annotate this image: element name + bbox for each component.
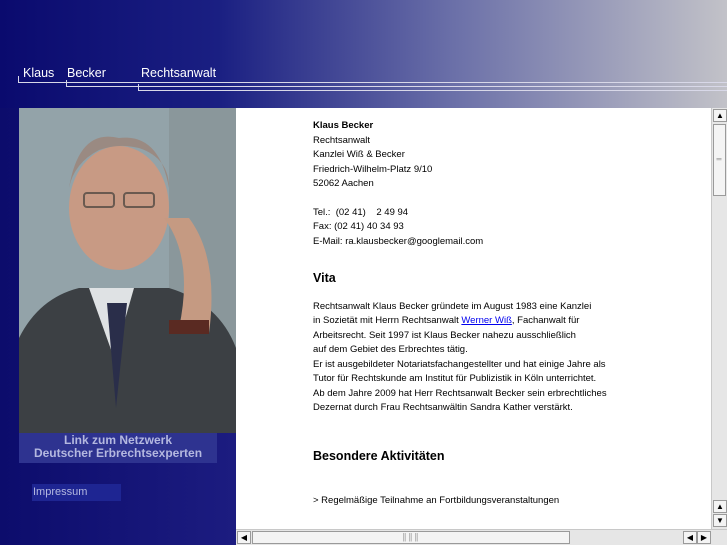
vita-line-7: Ab dem Jahre 2009 hat Herr Rechtsanwalt Becker sein erbrechtliches xyxy=(313,387,607,399)
network-link[interactable] xyxy=(19,433,217,463)
vita-line-4: auf dem Gebiet des Erbrechtes tätig. xyxy=(313,344,468,355)
content-text xyxy=(313,119,703,509)
scroll-down-button[interactable] xyxy=(713,514,727,527)
network-link-line2: Deutscher Erbrechtsexperten xyxy=(33,446,203,460)
arrow-up-icon-2: ▲ xyxy=(716,502,724,511)
header xyxy=(0,0,727,108)
vertical-scroll-thumb[interactable] xyxy=(713,124,726,196)
vita-line-2-tail: , Fachanwalt für xyxy=(511,315,580,326)
vita-line-6: Tutor für Rechtskunde am Institut für Publizistik in Köln unterrichtet. xyxy=(313,373,597,384)
header-divider-middle xyxy=(66,86,727,87)
vita-line-5: Er ist ausgebildeter Notariatsfachangestellter und hat einige Jahre als xyxy=(313,358,606,370)
header-tick-2 xyxy=(66,80,67,87)
activities-heading: Besondere Aktivitäten xyxy=(313,448,445,463)
contact-title: Rechtsanwalt xyxy=(313,134,371,146)
arrow-up-icon: ▲ xyxy=(716,111,724,120)
scroll-left-button[interactable] xyxy=(237,531,251,544)
contact-name: Klaus Becker xyxy=(313,120,374,131)
grip-icon-h: ║║║ xyxy=(402,534,420,541)
header-divider-top xyxy=(18,82,727,83)
first-name: Klaus xyxy=(23,66,55,80)
arrow-right-icon: ▶ xyxy=(700,533,708,542)
vertical-scrollbar[interactable] xyxy=(711,108,727,529)
contact-street: Friedrich-Wilhelm-Platz 9/10 xyxy=(313,163,433,175)
grip-icon: ═ xyxy=(716,156,723,164)
scroll-right-button[interactable] xyxy=(697,531,711,544)
contact-fax: Fax: (02 41) 40 34 93 xyxy=(313,221,404,232)
portrait-photo xyxy=(19,108,236,433)
arrow-left-icon: ◀ xyxy=(240,533,248,542)
vita-line-2 xyxy=(313,314,703,329)
impressum-link[interactable]: Impressum xyxy=(32,484,121,501)
scroll-up-button[interactable] xyxy=(713,109,727,122)
profession: Rechtsanwalt xyxy=(141,66,217,80)
contact-city: 52062 Aachen xyxy=(313,178,374,189)
scroll-left-button-alt[interactable] xyxy=(683,531,697,544)
horizontal-scroll-thumb[interactable] xyxy=(252,531,570,544)
network-link-line1: Link zum Netzwerk xyxy=(63,433,173,447)
header-tick-3 xyxy=(138,84,139,91)
header-tick-1 xyxy=(18,76,19,83)
arrow-down-icon: ▼ xyxy=(716,516,724,525)
vita-line-8: Dezernat durch Frau Rechtsanwältin Sandra Kather verstärkt. xyxy=(313,402,573,413)
activities-item-1: > Regelmäßige Teilnahme an Fortbildungsveranstaltungen xyxy=(313,495,560,506)
last-name: Becker xyxy=(67,66,106,80)
contact-firm: Kanzlei Wiß & Becker xyxy=(313,149,405,160)
arrow-left-icon-2: ◀ xyxy=(686,533,694,542)
contact-email: E-Mail: ra.klausbecker@googlemail.com xyxy=(313,235,484,247)
vita-line-2-text: in Sozietät mit Herrn Rechtsanwalt xyxy=(313,315,462,326)
contact-tel: Tel.: (02 41) 2 49 94 xyxy=(313,206,409,218)
vita-line-1: Rechtsanwalt Klaus Becker gründete im August 1983 eine Kanzlei xyxy=(313,300,592,312)
main-content xyxy=(236,108,711,529)
header-divider-bottom xyxy=(138,90,727,91)
scroll-down-button-alt[interactable] xyxy=(713,500,727,513)
horizontal-scrollbar[interactable] xyxy=(236,529,727,545)
werner-wiss-link[interactable]: Werner Wiß xyxy=(461,315,512,326)
vita-line-3: Arbeitsrecht. Seit 1997 ist Klaus Becker nahezu ausschließlich xyxy=(313,329,576,341)
vita-heading: Vita xyxy=(313,271,336,285)
